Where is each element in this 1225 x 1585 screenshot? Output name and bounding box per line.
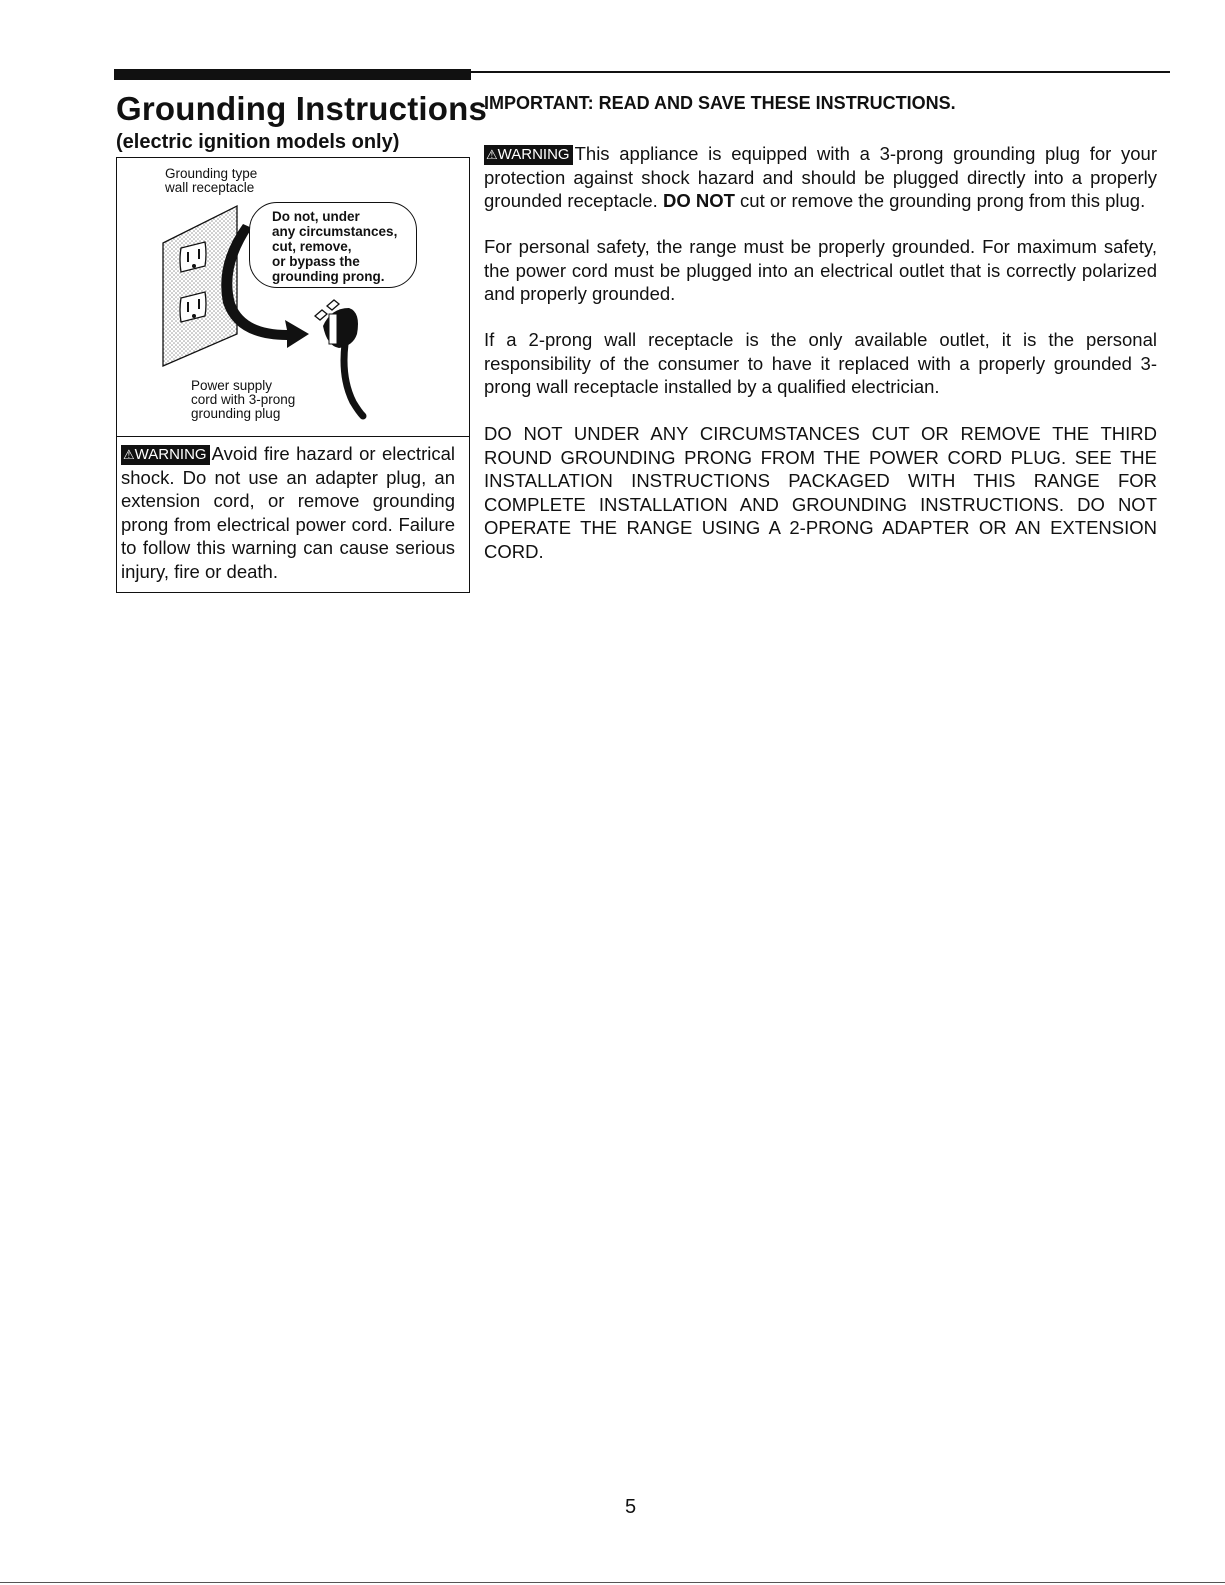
paragraph-grounding-plug xyxy=(484,142,1157,213)
warning-badge-label: WARNING xyxy=(497,146,570,163)
p1-text-a: This appliance is equipped with a 3-prong grounding plug for your protection against shock hazard and should be plugged directly into a properly grounded receptacle. xyxy=(484,143,1157,211)
cord-label-line: Power supply xyxy=(191,378,273,393)
page-number: 5 xyxy=(625,1496,637,1518)
p1-bold-text: DO NOT xyxy=(662,190,735,211)
warning-badge-label: WARNING xyxy=(134,446,207,463)
grounding-figure xyxy=(116,157,470,436)
callout-line: any circumstances, xyxy=(272,224,398,239)
bottom-rule xyxy=(0,1582,1225,1583)
receptacle-label-line: wall receptacle xyxy=(165,180,255,195)
header-rule-thin xyxy=(471,71,1170,73)
header-rule-thick xyxy=(114,69,471,80)
page-title: Grounding Instructions xyxy=(116,90,488,127)
cord-label-line: grounding plug xyxy=(191,406,281,421)
warning-badge xyxy=(121,445,210,465)
warning-triangle-icon: ⚠ xyxy=(123,447,135,462)
paragraph-two-prong: If a 2-prong wall receptacle is the only available outlet, it is the personal responsibility of the consumer to have it replaced with a properly grounded 3-prong wall receptacle installed by a qualified electrician. xyxy=(484,329,1157,397)
important-heading: IMPORTANT: READ AND SAVE THESE INSTRUCTIONS. xyxy=(484,93,956,113)
paragraph-personal-safety: For personal safety, the range must be properly grounded. For maximum safety, the power cord must be plugged into an electrical outlet that is correctly polarized and properly grounded. xyxy=(484,236,1157,304)
callout-bubble xyxy=(249,202,417,288)
warning-badge xyxy=(484,145,573,165)
p1-text-b: cut or remove the grounding prong from this plug. xyxy=(734,190,1146,211)
callout-line: cut, remove, xyxy=(272,239,352,254)
cord-label xyxy=(191,379,295,421)
cord-label-line: cord with 3-prong xyxy=(191,392,296,407)
receptacle-label-line: Grounding type xyxy=(165,166,258,181)
callout-line: Do not, under xyxy=(272,209,360,224)
receptacle-label xyxy=(165,167,257,195)
page-subtitle: (electric ignition models only) xyxy=(116,131,400,153)
callout-line: or bypass the xyxy=(272,254,360,269)
paragraph-caps-warning: DO NOT UNDER ANY CIRCUMSTANCES CUT OR REMOVE THE THIRD ROUND GROUNDING PRONG FROM THE POWER CORD PLUG. SEE THE INSTALLATION INSTRUCTIONS PACKAGED WITH THIS RANGE FOR COMPLETE INSTALLATION AND GROUNDING INSTRUCTIONS. DO NOT OPERATE THE RANGE USING A 2-PRONG ADAPTER OR AN EXTENSION CORD. xyxy=(484,423,1157,562)
callout-line: grounding prong. xyxy=(272,269,385,284)
fire-hazard-warning xyxy=(116,436,470,593)
warning-triangle-icon: ⚠ xyxy=(486,147,498,162)
warning-text: Avoid fire hazard or electrical shock. Do not use an adapter plug, an extension cord, or remove grounding prong from electrical power cord. Failure to follow this warning can cause serious injury, fire or death. xyxy=(121,443,455,582)
